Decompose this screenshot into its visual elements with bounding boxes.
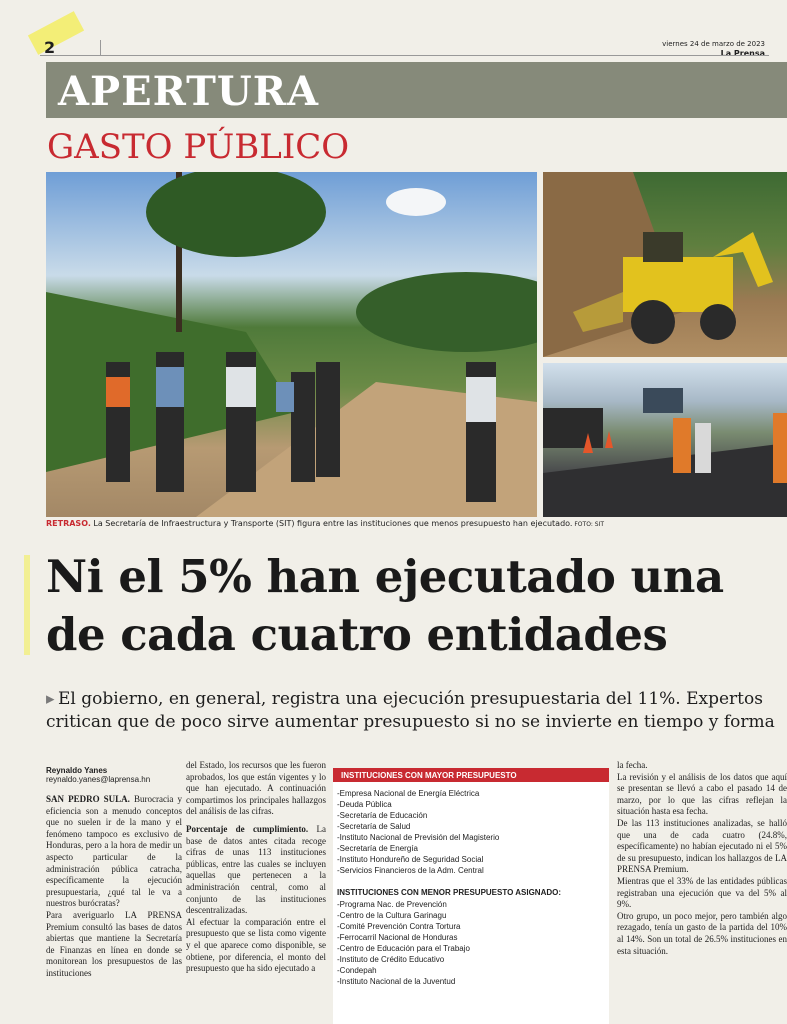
byline-author: Reynaldo Yanes [46,766,108,775]
headline: Ni el 5% han ejecutado una de cada cuatro entidades [46,550,724,661]
article-column-1 [46,766,182,980]
list-item: -Secretaría de Salud [337,822,411,831]
list-item: -Condepah [337,966,377,975]
paragraph: La revisión y el análisis de los datos que aquí se presentan se llevó a cabo el pasado 14 de marzo, por lo que las cifras reflejan la situación hasta esa fecha. [617,771,787,817]
dateline: SAN PEDRO SULA. [46,794,130,804]
paving-photo [543,363,787,517]
section-title: GASTO PÚBLICO [47,127,350,167]
backhoe-illustration [543,172,787,357]
list-item: -Deuda Pública [337,800,392,809]
paragraph: De las 113 instituciones analizadas, se halló que una de cada cuatro (24.8%, específicamente) no habían ejecutado ni el 5% de su presupuesto, indican los hallazgos de LA PRENSA Premium. [617,817,787,875]
page-number: 2 [44,38,56,57]
paragraph: Mientras que el 33% de las entidades públicas registraban una ejecución que va del 5% al 9%. [617,875,787,910]
paragraph: Para averiguarlo LA PRENSA Premium consultó las bases de datos abiertas que mantiene la Secretaría de Finanzas en línea en donde se monitorean los presupuestos de las instituciones [46,909,182,978]
paving-illustration [543,363,787,517]
article-column-2 [186,760,326,975]
list-item: -Instituto Nacional de la Juventud [337,977,456,986]
photo-caption [46,519,746,528]
paragraph: Porcentaje de cumplimiento. La base de datos antes citada recoge cifras de unas 113 instituciones públicas, entre las cuales se incluyen aquellas que pertenecen a la administración central, como al conjunto de las instituciones descentralizadas. [186,823,326,916]
triangle-bullet-icon: ▸ [46,689,55,709]
paragraph: del Estado, los recursos que les fueron aprobados, los que están vigentes y lo que han ejecutado. A continuación compartimos los principales hallazgos del análisis de las cifras. [186,760,326,817]
paragraph: Otro grupo, un poco mejor, pero también algo rezagado, tenía un gasto de la partida del 10% al 14%. Son un total de 26.5% instituciones en esta situación. [617,910,787,956]
deck [46,688,787,734]
caption-lead: RETRASO. [46,519,91,528]
page-header [662,40,765,59]
list-item: -Programa Nac. de Prevención [337,900,447,909]
list-item: -Instituto de Crédito Educativo [337,955,445,964]
header-divider [100,40,101,55]
box-title-low: INSTITUCIONES CON MENOR PRESUPUESTO ASIGNADO: [337,888,562,897]
list-item: -Servicios Financieros de la Adm. Central [337,866,484,875]
list-item: -Centro de la Cultura Garinagu [337,911,447,920]
subhead: Porcentaje de cumplimiento. [186,823,309,834]
list-item: -Secretaría de Energía [337,844,418,853]
list-item: -Centro de Educación para el Trabajo [337,944,470,953]
paragraph: Al efectuar la comparación entre el presupuesto que se lista como vigente y el que aparece como disponible, se obtiene, por diferencia, el monto del presupuesto que ha sido ejecutado a [186,916,326,974]
highlighter-mark [28,11,84,55]
box-title-top: INSTITUCIONES CON MAYOR PRESUPUESTO [333,768,609,782]
paragraph: SAN PEDRO SULA. Burocracia y eficiencia son a menudo conceptos que no suelen ir de la mano y el fenómeno tampoco es exclusivo de Honduras, pero a la hora de medir un aspecto particular de la administración pública catracha, específicamente la ejecución presupuestaria, ¿qué tal le va a nuestros burócratas? [46,794,182,909]
list-item: -Comité Prevención Contra Tortura [337,922,461,931]
road-inspection-illustration [46,172,537,517]
list-item: -Instituto Nacional de Previsión del Magisterio [337,833,500,842]
issue-date: viernes 24 de marzo de 2023 [662,40,765,48]
list-item: -Ferrocarril Nacional de Honduras [337,933,458,942]
paragraph: la fecha. [617,760,648,770]
banner-title: APERTURA [58,68,320,115]
main-photo [46,172,537,517]
header-rule [40,55,769,56]
byline-email: reynaldo.yanes@laprensa.hn [46,775,151,784]
list-item: -Secretaría de Educación [337,811,428,820]
caption-text: La Secretaría de Infraestructura y Transporte (SIT) figura entre las instituciones que menos presupuesto han ejecutado. [90,519,573,528]
deck-text: El gobierno, en general, registra una ejecución presupuestaria del 11%. Expertos critican que de poco sirve aumentar presupuesto si no se invierte en tiempo y forma [46,689,775,732]
article-column-4 [617,760,787,957]
list-item: -Instituto Hondureño de Seguridad Social [337,855,484,864]
newspaper-name: La Prensa [720,49,765,59]
institutions-box [333,768,609,1024]
photo-credit: FOTO: SIT [572,521,604,528]
list-item: -Empresa Nacional de Energía Eléctrica [337,789,480,798]
backhoe-photo [543,172,787,357]
highlighter-strip [24,555,30,655]
top-institutions-list [333,782,609,882]
low-institutions-list [333,897,609,993]
